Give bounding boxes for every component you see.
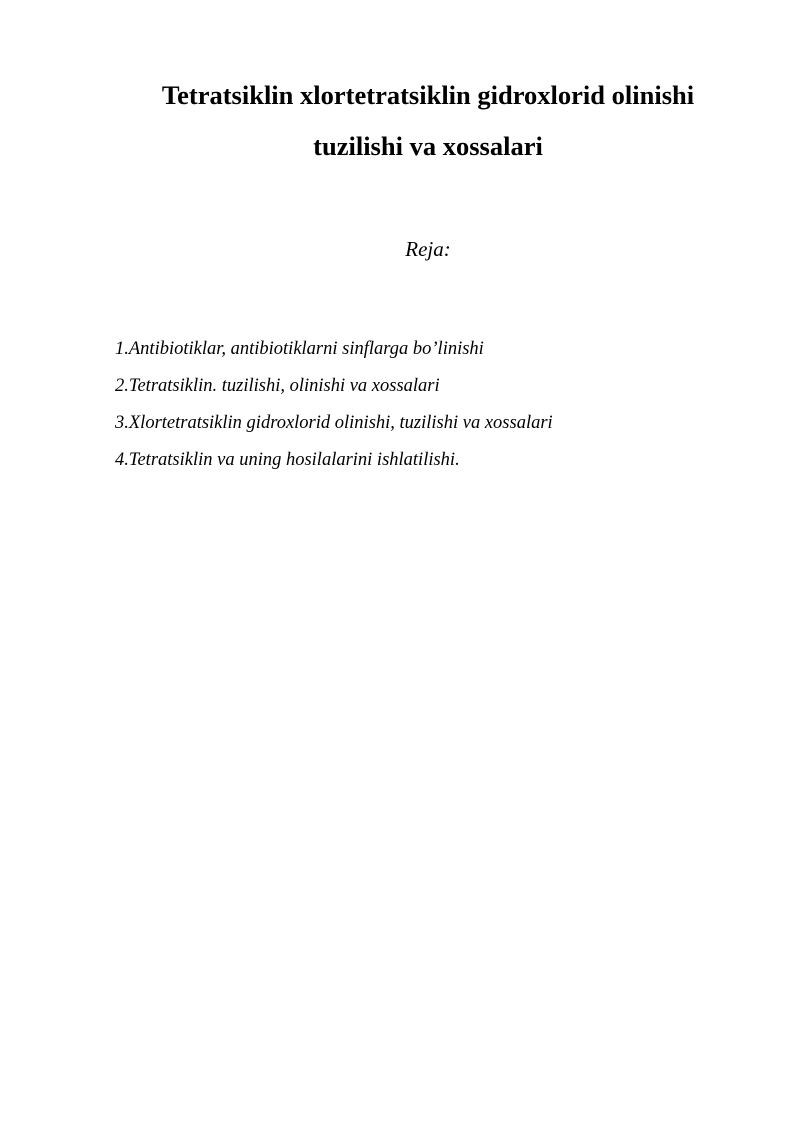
plan-heading: Reja:	[405, 237, 451, 261]
plan-list	[115, 331, 755, 479]
plan-item-4: 4.Tetratsiklin va uning hosilalarini ishlatilishi.	[115, 450, 460, 470]
plan-item-1: 1.Antibiotiklar, antibiotiklarni sinflarga bo’linishi	[115, 339, 484, 359]
document-title-line-2: tuzilishi va xossalari	[313, 131, 543, 161]
plan-item-3: 3.Xlortetratsiklin gidroxlorid olinishi, tuzilishi va xossalari	[115, 413, 553, 433]
document-title-line-1: Tetratsiklin xlortetratsiklin gidroxlorid olinishi	[161, 80, 695, 110]
plan-item-2: 2.Tetratsiklin. tuzilishi, olinishi va xossalari	[115, 376, 440, 396]
